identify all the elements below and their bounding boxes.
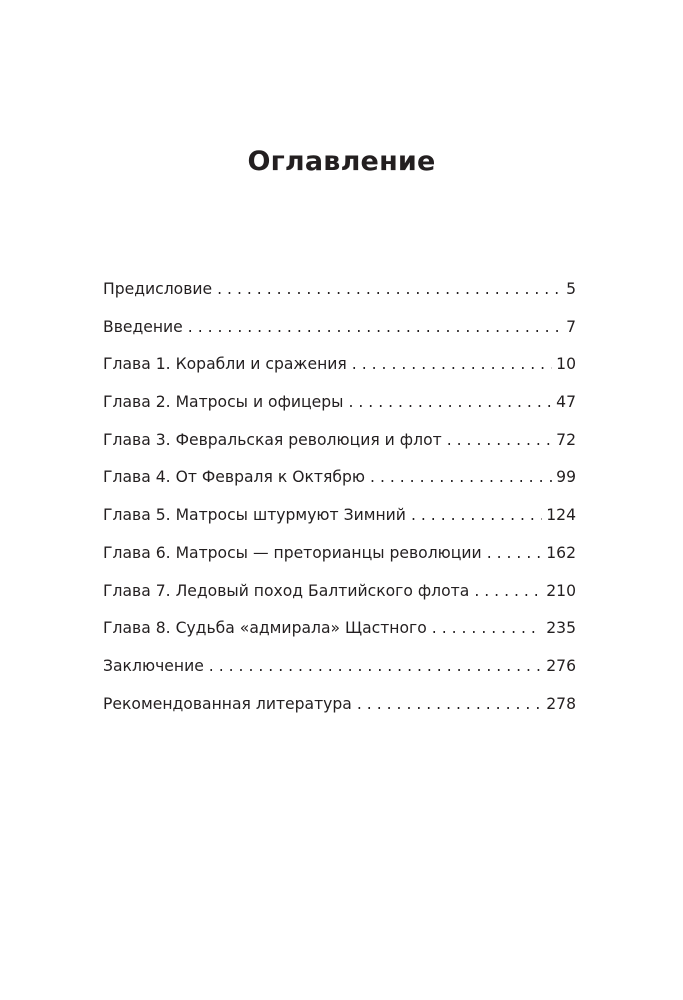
dot-leader <box>217 279 562 299</box>
toc-entry-chapter-5 <box>103 505 576 543</box>
toc-entry-label: Глава 5. Матросы штурмуют Зимний <box>103 506 406 525</box>
toc-entry-chapter-7 <box>103 581 576 619</box>
toc-entry-label: Рекомендованная литература <box>103 694 352 713</box>
dot-leader <box>348 392 552 412</box>
toc-entry-page: 72 <box>556 430 576 449</box>
dot-leader <box>188 317 562 337</box>
toc-entry-chapter-3 <box>103 430 576 468</box>
toc-entry-label: Предисловие <box>103 280 213 298</box>
toc-entry-label: Глава 7. Ледовый поход Балтийского флота <box>103 581 470 600</box>
dot-leader <box>357 694 542 714</box>
page-title: Оглавление <box>247 146 436 178</box>
dot-leader <box>474 581 542 601</box>
toc-entry-chapter-1 <box>103 354 576 392</box>
toc-entry-preface <box>103 279 576 317</box>
toc-entry-page: 162 <box>546 543 576 562</box>
toc-entry-page: 7 <box>566 317 576 336</box>
toc-entry-label: Глава 6. Матросы — преторианцы революции <box>103 543 482 562</box>
toc-entry-page: 124 <box>546 506 576 525</box>
table-of-contents <box>103 279 576 731</box>
toc-entry-page: 235 <box>546 619 576 638</box>
toc-entry-label: Глава 1. Корабли и сражения <box>103 355 347 374</box>
dot-leader <box>209 656 542 676</box>
dot-leader <box>370 467 552 487</box>
toc-entry-label: Заключение <box>103 656 204 675</box>
toc-entry-label: Глава 4. От Февраля к Октябрю <box>103 468 366 487</box>
dot-leader <box>432 618 542 638</box>
toc-entry-page: 47 <box>556 393 576 412</box>
toc-entry-conclusion <box>103 656 576 694</box>
toc-entry-chapter-8 <box>103 618 576 656</box>
toc-entry-page: 99 <box>556 468 576 487</box>
dot-leader <box>352 354 552 374</box>
toc-entry-page: 210 <box>546 581 576 600</box>
toc-entry-page: 278 <box>546 694 576 713</box>
dot-leader <box>411 505 542 525</box>
toc-entry-page: 276 <box>546 656 576 675</box>
toc-entry-introduction <box>103 317 576 355</box>
toc-entry-chapter-6 <box>103 543 576 581</box>
toc-entry-chapter-2 <box>103 392 576 430</box>
dot-leader <box>447 430 552 450</box>
toc-entry-label: Глава 2. Матросы и офицеры <box>103 393 344 412</box>
toc-entry-chapter-4 <box>103 467 576 505</box>
toc-entry-page: 5 <box>566 280 576 298</box>
toc-entry-label: Введение <box>103 317 183 336</box>
toc-entry-recommended-literature <box>103 694 576 732</box>
toc-entry-label: Глава 8. Судьба «адмирала» Щастного <box>103 619 427 638</box>
toc-entry-label: Глава 3. Февральская революция и флот <box>103 430 442 449</box>
dot-leader <box>487 543 543 563</box>
toc-entry-page: 10 <box>556 355 576 374</box>
